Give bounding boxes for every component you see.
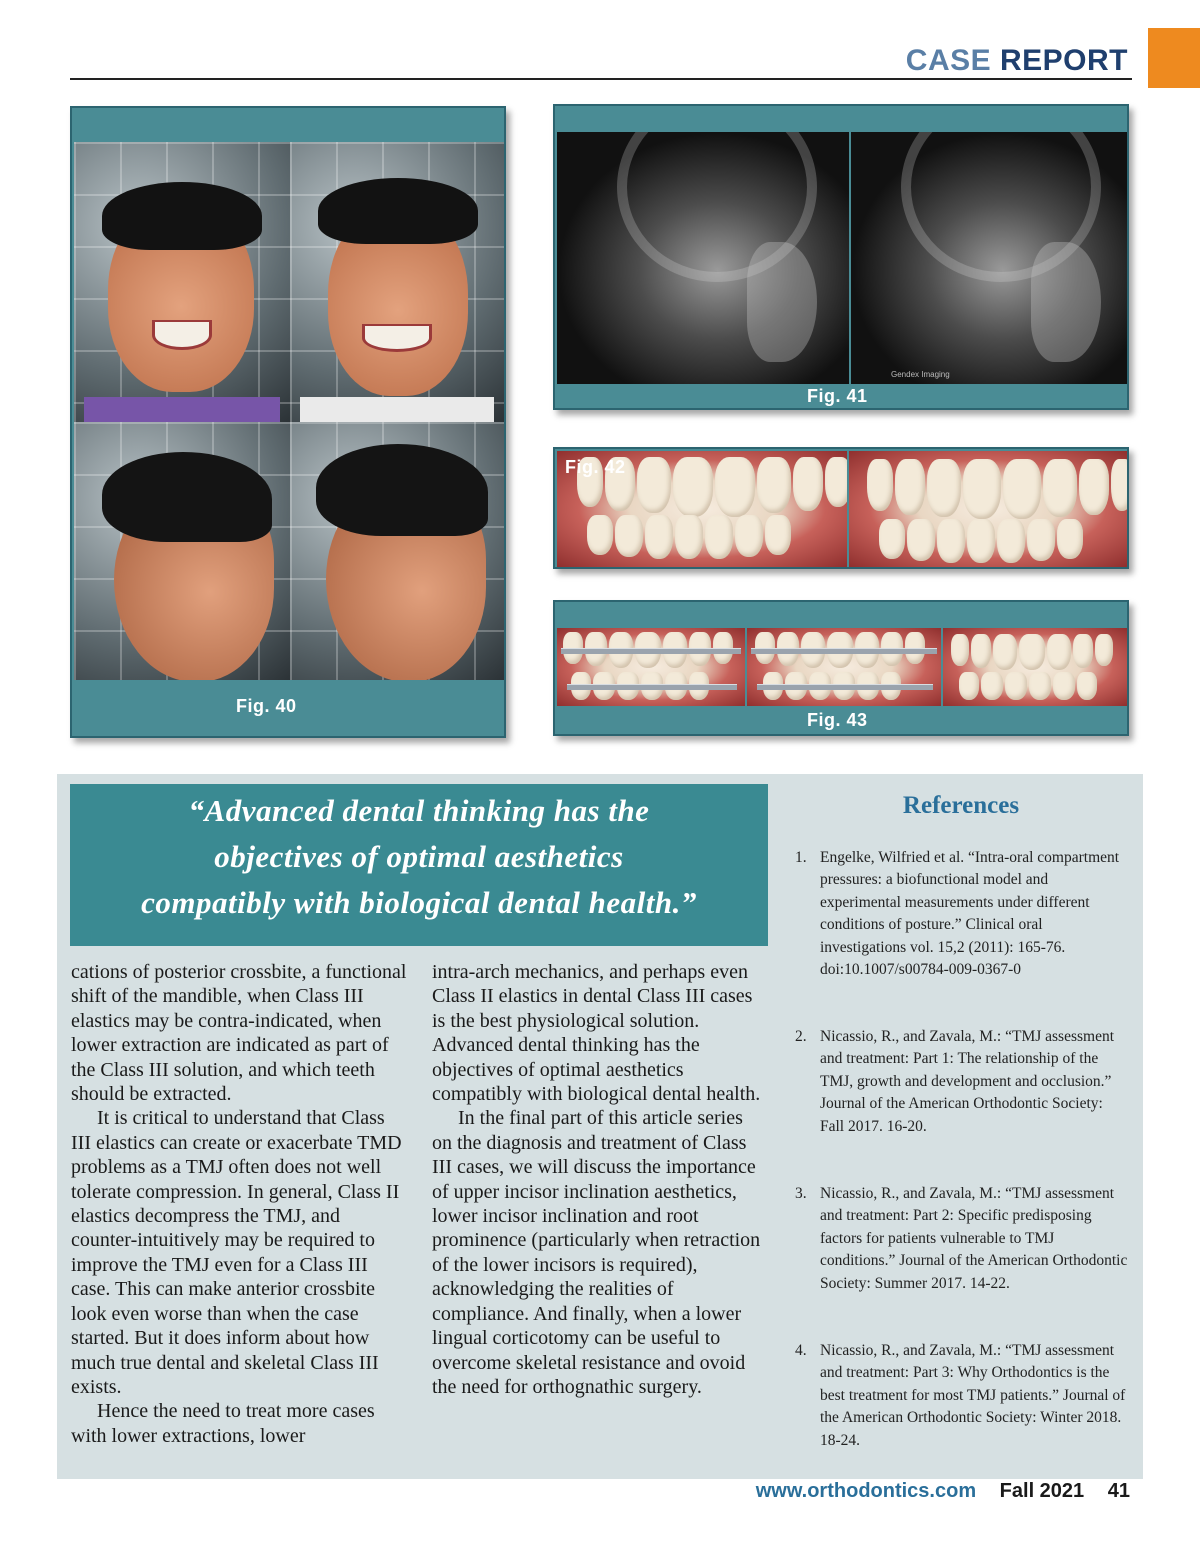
body-paragraph: Hence the need to treat more cases with lower extractions, lower xyxy=(71,1400,375,1447)
pull-quote-line-3: compatibly with biological dental health.” xyxy=(141,885,697,920)
photo-profile-after xyxy=(290,422,504,680)
xray-brand-mark: Gendex Imaging xyxy=(891,370,950,379)
figure-41 xyxy=(553,104,1129,410)
braces-photo-2 xyxy=(747,628,941,706)
header-rule xyxy=(70,78,1132,80)
pull-quote-line-1: “Advanced dental thinking has the xyxy=(188,793,650,828)
reference-item xyxy=(795,847,1130,981)
reference-item xyxy=(795,1183,1130,1295)
reference-number: 4. xyxy=(795,1342,807,1359)
figure-40 xyxy=(70,106,506,738)
figure-42 xyxy=(553,447,1129,569)
body-paragraph: In the final part of this article series on the diagnosis and treatment of Class III cases, we will discuss the importance of upper incisor inclination aesthetics, lower incisor inclination and root prominence (particularly when retraction of the lower incisors is required), acknowledging the realities of compliance. And finally, when a lower lingual corticotomy can be useful to overcome skeletal resistance and ovoid the need for orthognathic surgery. xyxy=(432,1107,761,1398)
xray-after xyxy=(851,132,1127,384)
reference-item xyxy=(795,1340,1130,1452)
reference-text: Nicassio, R., and Zavala, M.: “TMJ assessment and treatment: Part 1: The relationship of the TMJ, growth and development and occlusion.” Journal of the American Orthodontic Society: Fall 2017. 16-20. xyxy=(820,1028,1115,1135)
page-footer xyxy=(756,1480,1130,1503)
body-column-1 xyxy=(71,960,409,1448)
footer-issue: Fall 2021 xyxy=(999,1480,1085,1502)
section-title-word2: REPORT xyxy=(999,44,1128,77)
reference-item xyxy=(795,1026,1130,1138)
body-paragraph: cations of posterior crossbite, a functional shift of the mandible, when Class III elastics may be contra-indicated, when lower extraction are indicated as part of the Class III solution, and which teeth should be extracted. xyxy=(71,961,407,1106)
fig-41-label: Fig. 41 xyxy=(807,386,868,406)
teeth-photo-final xyxy=(943,628,1127,706)
page-number: 41 xyxy=(1107,1480,1130,1502)
braces-photo-1 xyxy=(557,628,745,706)
body-paragraph: It is critical to understand that Class III elastics can create or exacerbate TMD problems as a TMJ often does not well tolerate compression. In general, Class II elastics decompress the TMJ, and counter-intuitively may be required to improve the TMJ even for a Class III case. This can make anterior crossbite look even worse than when the case started. But it does inform about how much true dental and skeletal Class III exists. xyxy=(71,1107,402,1398)
body-paragraph: intra-arch mechanics, and perhaps even Class II elastics in dental Class III cases is the best physiological solution. Advanced dental thinking has the objectives of optimal aesthetics compatibly with biological dental health. xyxy=(432,961,761,1106)
reference-number: 1. xyxy=(795,849,807,866)
reference-number: 2. xyxy=(795,1028,807,1045)
section-title-word1: CASE xyxy=(905,44,992,77)
photo-front-after xyxy=(290,142,504,422)
references-title: References xyxy=(902,792,1020,819)
fig-40-label: Fig. 40 xyxy=(236,696,297,716)
pull-quote-line-2: objectives of optimal aesthetics xyxy=(214,839,624,874)
reference-text: Nicassio, R., and Zavala, M.: “TMJ assessment and treatment: Part 3: Why Orthodontics is the best treatment for most TMJ patients.” Journal of the American Orthodontic Society: Winter 2018. 18-24. xyxy=(820,1342,1126,1449)
xray-before xyxy=(557,132,849,384)
figure-43 xyxy=(553,600,1129,736)
reference-text: Engelke, Wilfried et al. “Intra-oral compartment pressures: a biofunctional model and experimental measurements under different conditions of posture.” Clinical oral investigations vol. 15,2 (2011): 165-76. doi:10.1007/s00784-009-0367-0 xyxy=(820,849,1120,979)
fig-43-label: Fig. 43 xyxy=(807,710,868,730)
footer-url[interactable]: www.orthodontics.com xyxy=(755,1480,977,1502)
reference-text: Nicassio, R., and Zavala, M.: “TMJ assessment and treatment: Part 2: Specific predisposing factors for patients vulnerable to TMJ conditions.” Journal of the American Orthodontic Society: Summer 2017. 14-22. xyxy=(820,1185,1128,1292)
teeth-photo-after xyxy=(849,451,1127,567)
section-title xyxy=(906,44,1128,78)
pull-quote-box xyxy=(70,784,768,946)
fig-42-label: Fig. 42 xyxy=(565,457,626,477)
photo-front-before xyxy=(74,142,290,422)
body-column-2 xyxy=(432,960,762,1399)
section-color-tab xyxy=(1148,28,1200,88)
photo-profile-before xyxy=(74,422,290,680)
reference-number: 3. xyxy=(795,1185,807,1202)
pull-quote xyxy=(70,788,768,926)
